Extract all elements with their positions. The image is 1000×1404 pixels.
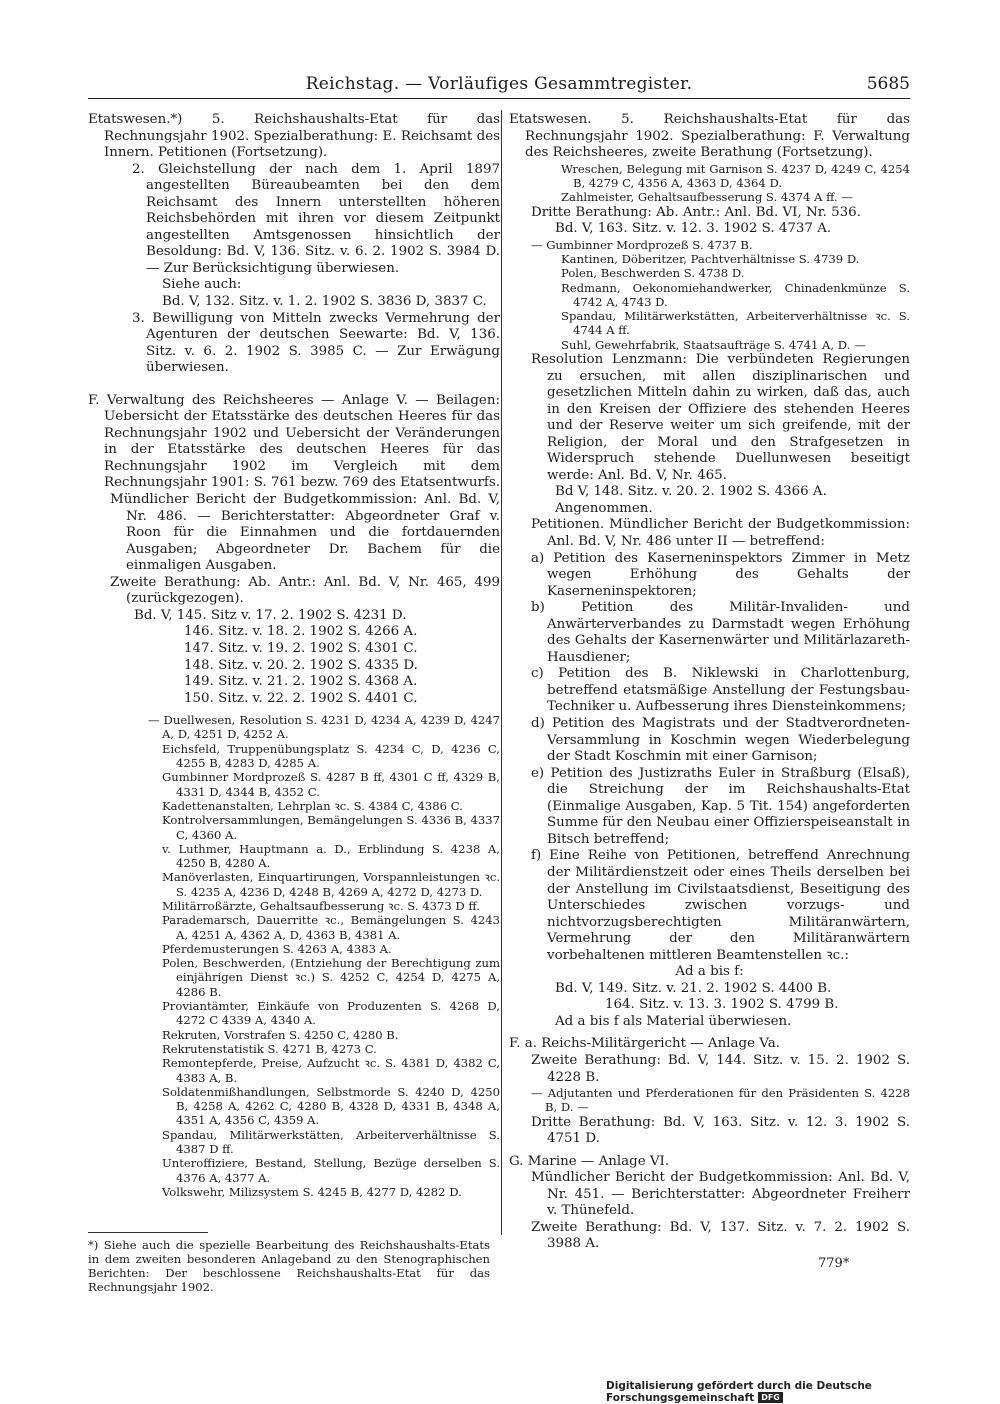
register-entry: Etatswesen. 5. Reichshaushalts-Etat für das Rechnungsjahr 1902. Spezialberathung: F. Verwaltung des Reichsheeres, zweite Berathung (Fortsetzung). (509, 112, 910, 161)
register-entry: Zweite Berathung: Bd. V, 137. Sitz. v. 7. 2. 1902 S. 3988 A. (531, 1219, 910, 1252)
register-entry: — Adjutanten und Pferderationen für den Präsidenten S. 4228 B, D. — (531, 1086, 910, 1115)
register-entry: v. Luthmer, Hauptmann a. D., Erblindung S. 4238 A, 4250 B, 4280 A. (162, 841, 500, 871)
signature-mark: 779* (818, 1256, 850, 1271)
register-entry: 148. Sitz. v. 20. 2. 1902 S. 4335 D. (184, 657, 418, 673)
register-entry: Gumbinner Mordprozeß S. 4287 B ff, 4301 C ff, 4329 B, 4331 D, 4344 B, 4352 C. (162, 770, 500, 799)
register-entry: Bd. V, 149. Sitz. v. 21. 2. 1902 S. 4400 B. (555, 980, 832, 996)
register-entry: Angenommen. (555, 500, 653, 516)
footer-credit-text: Digitalisierung gefördert durch die Deutsche Forschungsgemeinschaft (606, 1380, 872, 1404)
register-entry: Pferdemusterungen S. 4263 A, 4383 A. (162, 941, 392, 956)
dfg-logo: DFG (758, 1392, 783, 1403)
register-entry: d) Petition des Magistrats und der Stadtverordneten-Versammlung in Koschmin wegen Wiederbelegung der Stadt Koschmin mit einer Garnison; (531, 716, 910, 765)
register-entry: Militärroßärzte, Gehaltsaufbesserung ꝛc. S. 4373 D ff. (162, 899, 480, 913)
register-entry: Bd. V, 163. Sitz. v. 12. 3. 1902 S. 4737 A. (555, 221, 832, 237)
register-entry: Wreschen, Belegung mit Garnison S. 4237 D, 4249 C, 4254 B, 4279 C, 4356 A, 4363 D, 4364 D. (561, 161, 910, 190)
register-entry: 164. Sitz. v. 13. 3. 1902 S. 4799 B. (605, 997, 839, 1013)
register-entry: Soldatenmißhandlungen, Selbstmorde S. 4240 D, 4250 B, 4258 A, 4262 C, 4280 B, 4328 D, 4331 B, 4348 A, 4351 A, 4356 C, 4359 A. (162, 1084, 500, 1128)
register-entry: Parademarsch, Dauerritte ꝛc., Bemängelungen S. 4243 A, 4251 A, 4362 A, D, 4363 B, 4381 A. (162, 913, 500, 942)
register-entry: Suhl, Gewehrfabrik, Staatsaufträge S. 4741 A, D. — (561, 337, 866, 352)
register-entry: Mündlicher Bericht der Budgetkommission: Anl. Bd. V, Nr. 451. — Berichterstatter: Abgeordneter Freiherr v. Thünefeld. (531, 1170, 910, 1219)
register-entry: Kantinen, Döberitzer, Pachtverhältnisse S. 4739 D. (561, 251, 860, 266)
running-title: Reichstag. — Vorläufiges Gesammtregister. (305, 74, 693, 94)
register-entry: Bd. V, 132. Sitz. v. 1. 2. 1902 S. 3836 D, 3837 C. (162, 294, 487, 310)
register-entry: Zweite Berathung: Bd. V, 144. Sitz. v. 15. 2. 1902 S. 4228 B. (531, 1052, 910, 1085)
register-entry: 3. Bewilligung von Mitteln zwecks Vermehrung der Agenturen der deutschen Seewarte: Bd. V, 136. Sitz. v. 6. 2. 1902 S. 3985 C. — Zur Erwägung überwiesen. (132, 310, 500, 376)
register-entry: Mündlicher Bericht der Budgetkommission: Anl. Bd. V, Nr. 486. — Berichterstatter: Abgeordneter Graf v. Roon für die Einnahmen und die fortdauernden Ausgaben; Abgeordneter Dr. Bachem für die einmaligen Ausgaben. (110, 492, 500, 574)
register-entry: Zahlmeister, Gehaltsaufbesserung S. 4374 A ff. — (561, 190, 853, 205)
register-entry: Dritte Berathung: Ab. Antr.: Anl. Bd. VI, Nr. 536. (531, 204, 861, 220)
register-entry: Spandau, Militärwerkstätten, Arbeiterverhältnisse S. 4387 D ff. (162, 1127, 500, 1157)
register-entry: Etatswesen.*) 5. Reichshaushalts-Etat für das Rechnungsjahr 1902. Spezialberathung: E. Reichsamt des Innern. Petitionen (Fortsetzung). (88, 112, 500, 161)
register-entry: Bd V, 148. Sitz. v. 20. 2. 1902 S. 4366 A. (555, 484, 827, 500)
register-entry: 150. Sitz. v. 22. 2. 1902 S. 4401 C. (184, 690, 418, 706)
register-entry: e) Petition des Justizraths Euler in Straßburg (Elsaß), die Streichung der im Reichshaushalts-Etat (Einmalige Ausgaben, Kap. 5 Tit. 154) angeforderten Summe für den Neubau einer Offizierspeiseanstalt in Bitsch betreffend; (531, 765, 910, 847)
register-entry: Bd. V, 145. Sitz v. 17. 2. 1902 S. 4231 D. (134, 607, 407, 623)
register-entry: Redmann, Oekonomiehandwerker, Chinadenkmünze S. 4742 A, 4743 D. (561, 280, 910, 309)
register-entry: f) Eine Reihe von Petitionen, betreffend Anrechnung der Militärdienstzeit oder eines Theils derselben bei der Anstellung im Civilstaatsdienst, Beseitigung des Unterschiedes zwischen vorzugs- und nichtvorzugsberechtigten Militäranwärtern, Vermehrung der den Militäranwärtern vorbehaltenen mittleren Beamtenstellen ꝛc.: (531, 848, 910, 963)
register-entry: Ad a bis f als Material überwiesen. (555, 1013, 792, 1029)
register-entry: a) Petition des Kaserneninspektors Zimmer in Metz wegen Erhöhung des Gehalts der Kaserneninspektoren; (531, 550, 910, 599)
register-entry: Petitionen. Mündlicher Bericht der Budgetkommission: Anl. Bd. V, Nr. 486 unter II — betreffend: (531, 517, 910, 550)
register-entry: Zweite Berathung: Ab. Antr.: Anl. Bd. V, Nr. 465, 499 (zurückgezogen). (110, 574, 500, 607)
register-entry: — Gumbinner Mordprozeß S. 4737 B. (531, 237, 753, 252)
register-entry: F. Verwaltung des Reichsheeres — Anlage V. — Beilagen: Uebersicht der Etatsstärke des deutschen Heeres für das Rechnungsjahr 1902 und Uebersicht der Veränderungen in der Etatsstärke des deutschen Heeres für das Rechnungsjahr 1902 im Vergleich mit dem Rechnungsjahr 1901: S. 761 bezw. 769 des Etatsentwurfs. (88, 392, 501, 491)
register-entry: Remontepferde, Preise, Aufzucht ꝛc. S. 4381 D, 4382 C, 4383 A, B. (162, 1056, 500, 1085)
register-entry: Eichsfeld, Truppenübungsplatz S. 4234 C, D, 4236 C, 4255 B, 4283 D, 4285 A. (162, 741, 500, 771)
footnote-rule (88, 1232, 208, 1233)
register-entry: Polen, Beschwerden, (Entziehung der Berechtigung zum einjährigen Dienst ꝛc.) S. 4252 C, 4254 D, 4275 A, 4286 B. (162, 956, 500, 999)
register-entry: Kontrolversammlungen, Bemängelungen S. 4336 B, 4337 C, 4360 A. (162, 813, 500, 842)
column-divider (501, 110, 502, 1235)
header-rule (88, 98, 910, 99)
footnote: *) Siehe auch die spezielle Bearbeitung des Reichshaushalts-Etats in dem zweiten besonderen Anlageband zu den Stenographischen Berichten: Der beschlossene Reichshaushalts-Etat für das Rechnungsjahr 1902. (88, 1238, 490, 1294)
register-entry: Polen, Beschwerden S. 4738 D. (561, 266, 745, 281)
register-entry: Dritte Berathung: Bd. V, 163. Sitz. v. 12. 3. 1902 S. 4751 D. (531, 1114, 910, 1147)
register-entry: Siehe auch: (162, 277, 242, 293)
register-entry: G. Marine — Anlage VI. (509, 1153, 670, 1169)
register-entry: Unteroffiziere, Bestand, Stellung, Bezüge derselben S. 4376 A, 4377 A. (162, 1156, 500, 1185)
register-entry: 2. Gleichstellung der nach dem 1. April 1897 angestellten Büreaubeamten bei den dem Reichsamt des Innern unterstellten höheren Reichsbehörden mit ihren vor diesem Zeitpunkt angestellten Amtsgenossen hinsichtlich der Besoldung: Bd. V, 136. Sitz. v. 6. 2. 1902 S. 3984 D. — Zur Berücksichtigung überwiesen. (132, 161, 500, 276)
register-entry: Manöverlasten, Einquartirungen, Vorspannleistungen ꝛc. S. 4235 A, 4236 D, 4248 B, 4269 A, 4272 D, 4273 D. (162, 870, 500, 899)
register-entry: Rekrutenstatistik S. 4271 B, 4273 C. (162, 1041, 377, 1056)
page-number: 5685 (866, 74, 910, 94)
register-entry: b) Petition des Militär-Invaliden- und Anwärterverbandes zu Darmstadt wegen Erhöhung des Gehalts der Kasernenwärter und Militärlazareth-Hausdiener; (531, 600, 910, 665)
register-entry: — Duellwesen, Resolution S. 4231 D, 4234 A, 4239 D, 4247 A, D, 4251 D, 4252 A. (148, 713, 500, 742)
register-entry: 146. Sitz. v. 18. 2. 1902 S. 4266 A. (184, 624, 418, 640)
spacer (88, 377, 500, 393)
footer-credit (606, 1380, 1000, 1404)
left-column (88, 112, 500, 1199)
register-entry: F. a. Reichs-Militärgericht — Anlage Va. (509, 1036, 780, 1052)
register-entry: Proviantämter, Einkäufe von Produzenten S. 4268 D, 4272 C 4339 A, 4340 A. (162, 999, 500, 1028)
register-entry: Resolution Lenzmann: Die verbündeten Regierungen zu ersuchen, mit allen disziplinarischen und gesetzlichen Mitteln dahin zu wirken, daß das, auch in den Kreisen der Offiziere des stehenden Heeres und der Reserve weiter um sich greifende, mit der Religion, der Moral und den Strafgesetzen in Widerspruch stehende Duellunwesen beseitigt werde: Anl. Bd. V, Nr. 465. (531, 352, 910, 483)
register-entry: 149. Sitz. v. 21. 2. 1902 S. 4368 A. (184, 674, 418, 690)
register-entry: Ad a bis f: (675, 964, 744, 980)
register-entry: Spandau, Militärwerkstätten, Arbeiterverhältnisse ꝛc. S. 4744 A ff. (561, 309, 910, 338)
page-header (88, 74, 910, 100)
register-entry: 147. Sitz. v. 19. 2. 1902 S. 4301 C. (184, 640, 418, 656)
register-entry: c) Petition des B. Niklewski in Charlottenburg, betreffend etatsmäßige Anstellung der Festungsbau-Techniker u. Aufbesserung ihres Diensteinkommens; (531, 666, 910, 715)
right-column (509, 112, 910, 1253)
register-entry: Rekruten, Vorstrafen S. 4250 C, 4280 B. (162, 1027, 399, 1042)
register-entry: Volkswehr, Milizsystem S. 4245 B, 4277 D, 4282 D. (162, 1184, 462, 1199)
register-entry: Kadettenanstalten, Lehrplan ꝛc. S. 4384 C, 4386 C. (162, 798, 463, 813)
